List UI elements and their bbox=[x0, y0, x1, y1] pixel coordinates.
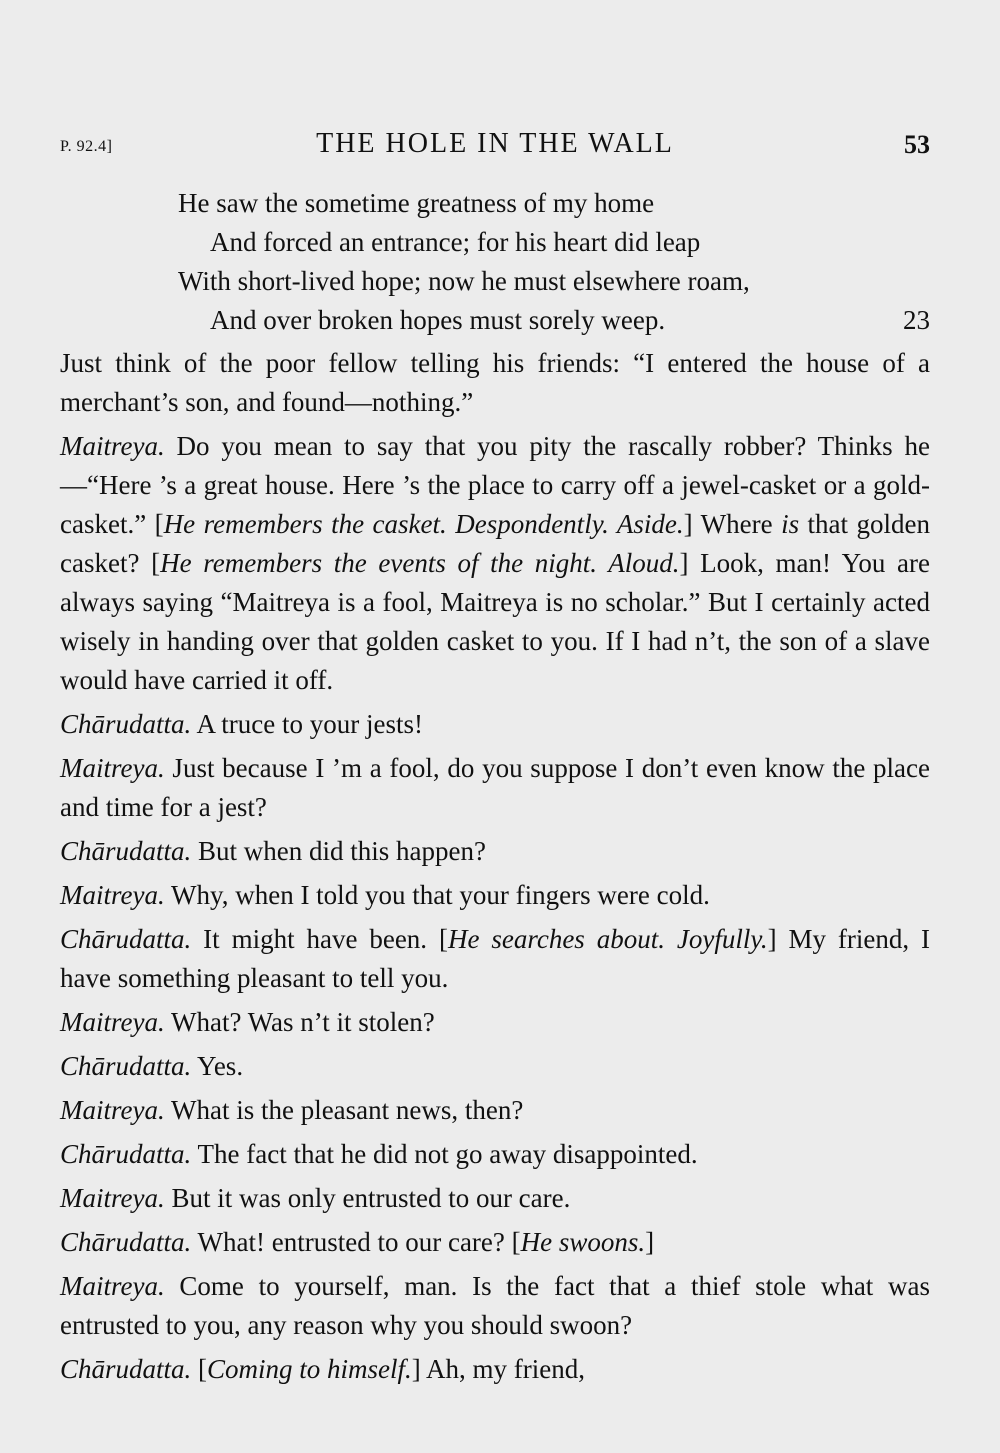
dialogue-line bbox=[60, 1047, 930, 1086]
stage-direction: He remembers the casket. Despondently. Aside. bbox=[163, 509, 684, 539]
speaker-name: Chārudatta. bbox=[60, 1227, 192, 1257]
verse-number: 23 bbox=[903, 305, 930, 335]
speech-text: What? Was n’t it stolen? bbox=[164, 1007, 435, 1037]
verse-line: And over broken hopes must sorely weep. bbox=[210, 305, 666, 335]
chapter-title: THE HOLE IN THE WALL bbox=[316, 128, 674, 159]
page-number: 53 bbox=[904, 130, 930, 159]
dialogue-line bbox=[60, 920, 930, 998]
speech-text: Yes. bbox=[191, 1051, 244, 1081]
verse-line: With short-lived hope; now he must elsewhere roam, bbox=[178, 266, 750, 296]
page-reference: P. 92.4] bbox=[60, 138, 113, 155]
stage-direction: He searches about. Joyfully. bbox=[447, 924, 768, 954]
dialogue-line bbox=[60, 1223, 930, 1262]
speech-text: What! entrusted to our care? [ bbox=[191, 1227, 521, 1257]
speaker-name: Maitreya. bbox=[60, 753, 165, 783]
narration-paragraph bbox=[60, 344, 930, 422]
speaker-name: Maitreya. bbox=[60, 1095, 165, 1125]
speech-text: Just because I ’m a fool, do you suppose I don’t even know the place and time for a jest? bbox=[60, 753, 930, 822]
speaker-name: Maitreya. bbox=[60, 880, 165, 910]
paragraph-text: Just think of the poor fellow telling his friends: “I entered the house of a merchant’s son, and found—nothing.” bbox=[60, 348, 930, 417]
speech-text: ] Where bbox=[683, 509, 782, 539]
speech-text: ] My friend, I have something pleasant to tell you. bbox=[60, 924, 930, 993]
stage-direction: He swoons. bbox=[520, 1227, 646, 1257]
dialogue-text bbox=[60, 344, 930, 1389]
speech-text: Why, when I told you that your fingers were cold. bbox=[164, 880, 710, 910]
dialogue-line bbox=[60, 427, 930, 700]
running-header bbox=[60, 126, 930, 166]
speaker-name: Chārudatta. bbox=[60, 836, 192, 866]
verse-block bbox=[178, 184, 930, 340]
speech-text: Do you mean to say that you pity the rascally robber? Thinks he—“Here ’s a great house. Here ’s the place to carry off a jewel-casket or a gold-casket.” [ bbox=[60, 431, 930, 539]
speech-text: What is the pleasant news, then? bbox=[164, 1095, 524, 1125]
speaker-name: Chārudatta. bbox=[60, 1354, 192, 1384]
speaker-name: Chārudatta. bbox=[60, 1139, 192, 1169]
speech-text: It might have been. [ bbox=[191, 924, 448, 954]
dialogue-line bbox=[60, 1179, 930, 1218]
speech-text: ] Look, man! You are always saying “Maitreya is a fool, Maitreya is no scholar.” But I certainly acted wisely in handing over that golden casket to you. If I had n’t, the son of a slave would have carried it off. bbox=[60, 548, 930, 695]
dialogue-line bbox=[60, 1350, 930, 1389]
speaker-name: Chārudatta. bbox=[60, 1051, 192, 1081]
speaker-name: Maitreya. bbox=[60, 431, 165, 461]
speaker-name: Chārudatta. bbox=[60, 709, 192, 739]
page bbox=[60, 126, 930, 1394]
speech-text: But when did this happen? bbox=[191, 836, 486, 866]
speech-text: ] bbox=[645, 1227, 655, 1257]
dialogue-line bbox=[60, 832, 930, 871]
speech-text: The fact that he did not go away disappointed. bbox=[191, 1139, 698, 1169]
speaker-name: Maitreya. bbox=[60, 1007, 165, 1037]
stage-direction: Coming to himself. bbox=[207, 1354, 412, 1384]
speaker-name: Chārudatta. bbox=[60, 924, 192, 954]
speech-text: that golden casket? [ bbox=[60, 509, 930, 578]
stage-direction: He remembers the events of the night. Aloud. bbox=[160, 548, 680, 578]
verse-line: He saw the sometime greatness of my home bbox=[178, 188, 655, 218]
emphasis-text: is bbox=[781, 509, 800, 539]
speech-text: Come to yourself, man. Is the fact that a thief stole what was entrusted to you, any reason why you should swoon? bbox=[60, 1271, 930, 1340]
dialogue-line bbox=[60, 749, 930, 827]
speech-text: But it was only entrusted to our care. bbox=[164, 1183, 571, 1213]
dialogue-line bbox=[60, 1003, 930, 1042]
dialogue-line bbox=[60, 1135, 930, 1174]
verse-line: And forced an entrance; for his heart did leap bbox=[210, 227, 701, 257]
dialogue-line bbox=[60, 1267, 930, 1345]
speech-text: ] Ah, my friend, bbox=[411, 1354, 586, 1384]
dialogue-line bbox=[60, 876, 930, 915]
speaker-name: Maitreya. bbox=[60, 1271, 165, 1301]
dialogue-line bbox=[60, 705, 930, 744]
dialogue-line bbox=[60, 1091, 930, 1130]
speaker-name: Maitreya. bbox=[60, 1183, 165, 1213]
speech-text: A truce to your jests! bbox=[191, 709, 423, 739]
speech-text: [ bbox=[191, 1354, 208, 1384]
